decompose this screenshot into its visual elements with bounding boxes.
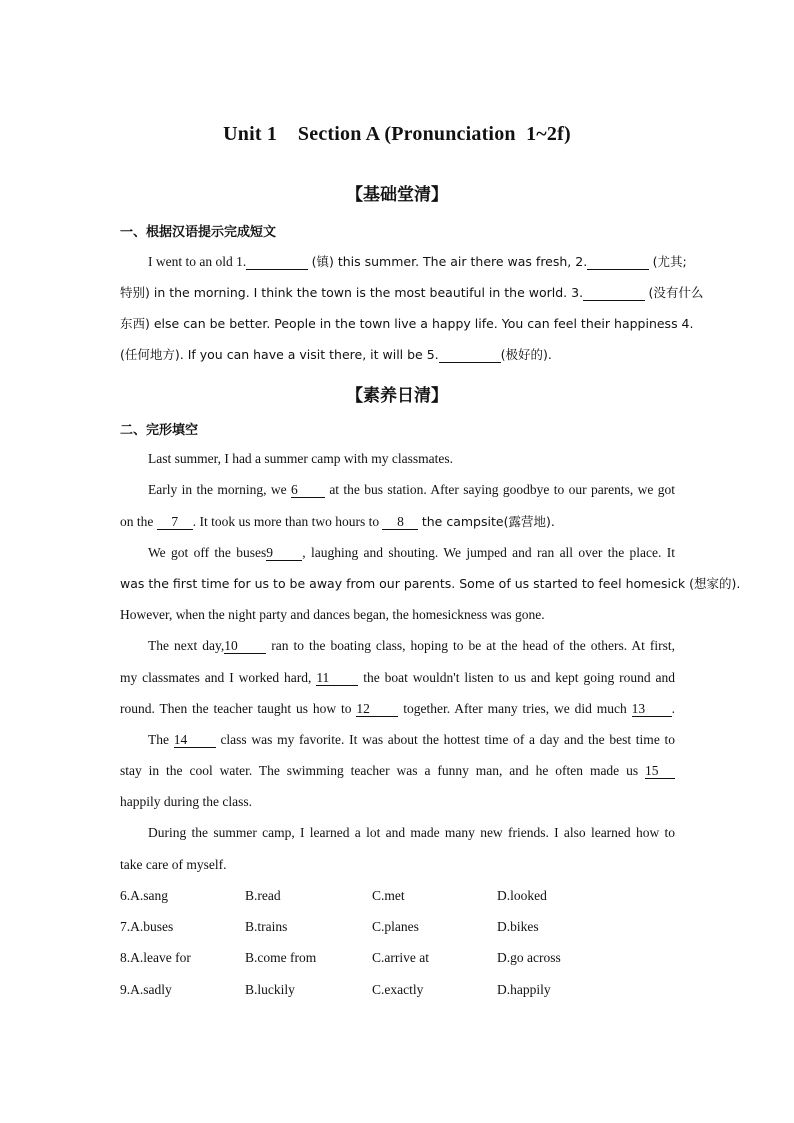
option-9c[interactable]: C.exactly <box>372 982 424 997</box>
option-6c[interactable]: C.met <box>372 888 405 903</box>
cloze-blank-6[interactable]: 6 <box>291 482 325 498</box>
option-8c[interactable]: C.arrive at <box>372 950 429 965</box>
passage-line-4: We got off the buses9 , laughing and shouting. We jumped and ran all over the place. It <box>148 545 675 560</box>
cloze-blank-11[interactable]: 11 <box>316 670 358 686</box>
part1-line-1: I went to an old 1. (镇) this summer. The air there was fresh, 2. (尤其; <box>148 254 687 269</box>
option-9a[interactable]: 9.A.sadly <box>120 982 172 997</box>
fill-blank-5[interactable] <box>439 347 501 363</box>
section-heading-basic: 【基础堂清】 <box>346 185 448 205</box>
cloze-blank-7[interactable]: 7 <box>157 514 193 530</box>
section-heading-literacy: 【素养日清】 <box>346 386 448 406</box>
option-6b[interactable]: B.read <box>245 888 281 903</box>
passage-line-6: However, when the night party and dances began, the homesickness was gone. <box>120 607 545 622</box>
passage-line-8: my classmates and I worked hard, 11 the boat wouldn't listen to us and kept going round and <box>120 670 676 685</box>
cloze-blank-14[interactable]: 14 <box>174 732 216 748</box>
option-7d[interactable]: D.bikes <box>497 919 539 934</box>
fill-blank-2[interactable] <box>587 254 649 270</box>
passage-line-7: The next day,10 ran to the boating class, hoping to be at the head of the others. At first, <box>148 638 675 653</box>
option-9b[interactable]: B.luckily <box>245 982 295 997</box>
fill-blank-1[interactable] <box>246 254 308 270</box>
cloze-blank-9[interactable]: 9 <box>266 545 302 561</box>
cloze-blank-10[interactable]: 10 <box>224 638 266 654</box>
option-7b[interactable]: B.trains <box>245 919 288 934</box>
part1-line-3: 东西) else can be better. People in the town live a happy life. You can feel their happiness 4. <box>120 316 694 331</box>
cloze-blank-8[interactable]: 8 <box>382 514 418 530</box>
part-two-heading: 二、完形填空 <box>120 423 199 438</box>
passage-line-14: take care of myself. <box>120 857 227 872</box>
option-6d[interactable]: D.looked <box>497 888 547 903</box>
fill-blank-3[interactable] <box>583 285 645 301</box>
option-7c[interactable]: C.planes <box>372 919 419 934</box>
part1-line-2: 特别) in the morning. I think the town is the most beautiful in the world. 3. (没有什么 <box>120 285 704 300</box>
option-8b[interactable]: B.come from <box>245 950 317 965</box>
passage-line-3: on the 7 . It took us more than two hours to 8 the campsite(露营地). <box>120 514 555 529</box>
option-6a[interactable]: 6.A.sang <box>120 888 168 903</box>
part-one-heading: 一、根据汉语提示完成短文 <box>120 225 277 240</box>
passage-line-9: round. Then the teacher taught us how to 12 together. After many tries, we did much 13 . <box>120 701 676 716</box>
passage-line-10: The 14 class was my favorite. It was about the hottest time of a day and the best time to <box>148 732 676 747</box>
option-9d[interactable]: D.happily <box>497 982 551 997</box>
page-title: Unit 1 Section A (Pronunciation 1~2f) <box>223 123 571 145</box>
passage-line-2: Early in the morning, we 6 at the bus station. After saying goodbye to our parents, we got <box>148 482 676 497</box>
passage-line-5: was the first time for us to be away from our parents. Some of us started to feel homesick (想家的). <box>120 576 741 591</box>
passage-line-1: Last summer, I had a summer camp with my classmates. <box>148 451 454 466</box>
passage-line-12: happily during the class. <box>120 794 252 809</box>
passage-line-13: During the summer camp, I learned a lot and made many new friends. I also learned how to <box>148 825 675 840</box>
cloze-blank-13[interactable]: 13 <box>632 701 672 717</box>
option-7a[interactable]: 7.A.buses <box>120 919 174 934</box>
passage-line-11: stay in the cool water. The swimming teacher was a funny man, and he often made us 15 <box>120 762 675 780</box>
part1-line-4: (任何地方). If you can have a visit there, it will be 5. (极好的). <box>120 347 552 362</box>
cloze-blank-12[interactable]: 12 <box>356 701 398 717</box>
option-8a[interactable]: 8.A.leave for <box>120 950 191 965</box>
cloze-blank-15[interactable]: 15 <box>645 763 675 779</box>
option-8d[interactable]: D.go across <box>497 950 561 965</box>
